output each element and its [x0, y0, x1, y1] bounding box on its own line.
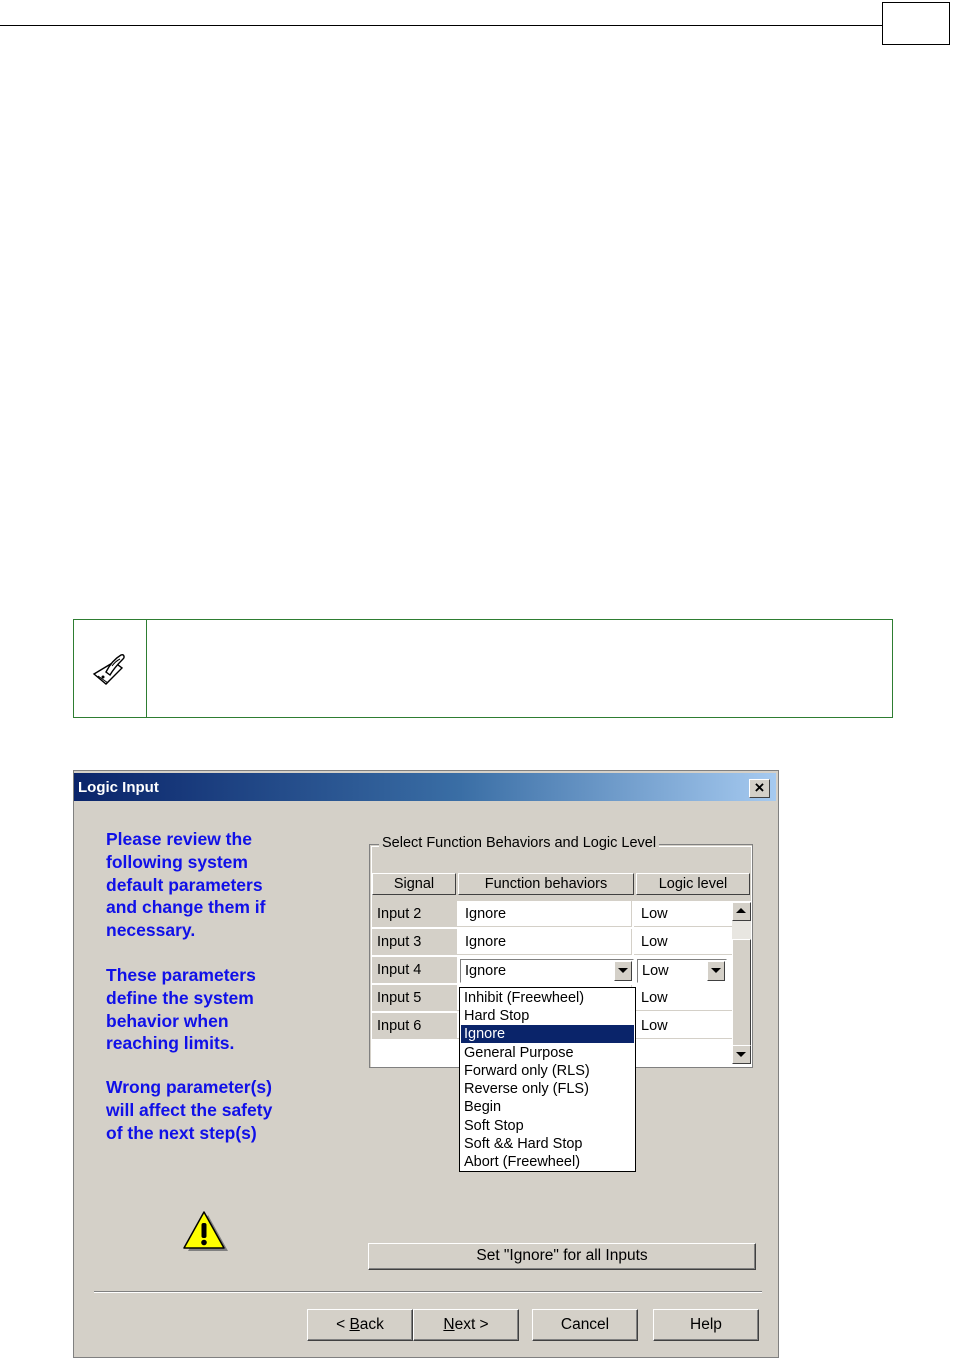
function-cell[interactable]: Ignore — [457, 929, 632, 955]
chevron-down-icon — [736, 1052, 746, 1057]
next-accelerator: N — [443, 1316, 455, 1333]
column-header-logic-level: Logic level — [636, 873, 750, 895]
scroll-down-button[interactable] — [732, 1045, 751, 1064]
dropdown-option[interactable]: General Purpose — [464, 1044, 574, 1061]
back-rest: ack — [359, 1316, 384, 1333]
note-hand-icon — [88, 650, 128, 690]
chevron-up-icon — [736, 908, 746, 913]
level-combo-button[interactable] — [707, 961, 725, 981]
function-combo[interactable] — [460, 959, 634, 983]
level-cell[interactable]: Low — [634, 929, 732, 955]
back-button[interactable] — [307, 1309, 413, 1341]
table-row — [372, 957, 732, 985]
next-rest: ext > — [454, 1316, 489, 1333]
function-cell[interactable]: Ignore — [457, 901, 632, 927]
function-combo-button[interactable] — [614, 961, 632, 981]
signal-cell: Input 3 — [372, 929, 457, 955]
dropdown-option[interactable]: Hard Stop — [464, 1008, 530, 1024]
signal-cell: Input 5 — [372, 985, 457, 1011]
level-cell[interactable]: Low — [634, 901, 732, 927]
page-number-box — [882, 2, 950, 45]
column-header-function: Function behaviors — [458, 873, 634, 895]
instruction-warning: Wrong parameter(s) will affect the safety of the next step(s) — [106, 1077, 273, 1143]
header-rule — [0, 25, 882, 26]
note-divider — [146, 620, 147, 717]
dropdown-option[interactable]: Forward only (RLS) — [464, 1062, 590, 1079]
chevron-down-icon — [618, 968, 628, 973]
instruction-define: These parameters define the system behavior when reaching limits. — [106, 965, 256, 1054]
function-combo-value: Ignore — [465, 963, 507, 979]
logic-input-dialog — [73, 770, 779, 1358]
instruction-review: Please review the following system default parameters and change them if necessary. — [106, 829, 266, 941]
table-row — [372, 901, 732, 929]
level-combo-value: Low — [642, 963, 669, 979]
level-cell[interactable]: Low — [634, 1013, 732, 1039]
back-prefix: < — [336, 1316, 350, 1333]
signal-cell: Input 2 — [372, 901, 457, 927]
scroll-up-button[interactable] — [732, 902, 751, 921]
function-dropdown-list[interactable] — [459, 987, 636, 1172]
next-button[interactable] — [413, 1309, 519, 1341]
grid-scrollbar[interactable] — [732, 902, 751, 1064]
column-header-signal: Signal — [372, 873, 456, 895]
warning-icon — [182, 1209, 230, 1255]
level-combo[interactable] — [637, 959, 727, 983]
group-label: Select Function Behaviors and Logic Level — [379, 835, 659, 851]
dropdown-option[interactable]: Reverse only (FLS) — [464, 1081, 589, 1097]
dialog-title: Logic Input — [78, 779, 159, 796]
back-accelerator: B — [349, 1316, 360, 1333]
chevron-down-icon — [711, 968, 721, 973]
cancel-button[interactable]: Cancel — [532, 1309, 638, 1341]
signal-cell: Input 4 — [372, 957, 457, 983]
dropdown-option-selected[interactable]: Ignore — [461, 1025, 634, 1043]
title-bar — [74, 773, 776, 801]
help-button[interactable]: Help — [653, 1309, 759, 1341]
dropdown-option[interactable]: Abort (Freewheel) — [464, 1154, 581, 1170]
set-ignore-all-button[interactable]: Set "Ignore" for all Inputs — [368, 1243, 756, 1270]
dropdown-option[interactable]: Inhibit (Freewheel) — [464, 990, 585, 1006]
dropdown-option[interactable]: Soft Stop — [464, 1117, 524, 1134]
table-row — [372, 929, 732, 957]
dropdown-option[interactable]: Begin — [464, 1099, 502, 1115]
close-icon: × — [754, 778, 765, 797]
close-button[interactable] — [749, 779, 770, 798]
note-box — [73, 619, 893, 718]
dropdown-option[interactable]: Soft && Hard Stop — [464, 1135, 583, 1152]
signal-cell: Input 6 — [372, 1013, 457, 1039]
level-cell[interactable]: Low — [634, 985, 732, 1011]
